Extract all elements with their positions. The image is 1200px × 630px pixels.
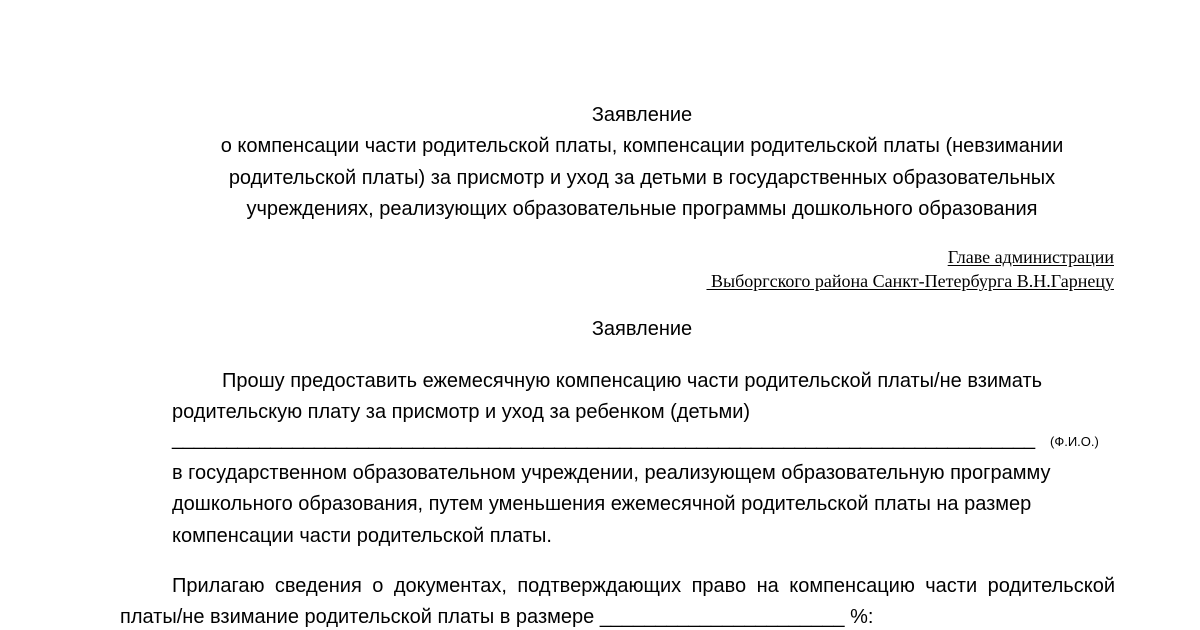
paragraph-line: Прилагаю сведения о документах, подтверждающих право на компенсацию части родительской [172, 575, 1115, 597]
percent-suffix: %: [850, 606, 874, 628]
paragraph-line: Прошу предоставить ежемесячную компенсацию части родительской платы/не взимать [222, 370, 1043, 392]
addressee-line: Выборгского района Санкт-Петербурга В.Н.Гарнецу [706, 271, 1114, 291]
document-title: Заявление [591, 104, 693, 126]
subtitle-line: учреждениях, реализующих образовательные программы дошкольного образования [246, 198, 1038, 220]
paragraph-text: платы/не взимание родительской платы в размере [120, 606, 595, 628]
fio-label: (Ф.И.О.) [1050, 434, 1099, 449]
paragraph-line: компенсации части родительской платы. [172, 525, 552, 547]
fio-blank-line[interactable]: _______________________________________________________________________________ [172, 428, 1035, 450]
paragraph-line: в государственном образовательном учреждении, реализующем образовательную программу [172, 462, 1051, 484]
section-title: Заявление [591, 318, 693, 340]
addressee-line: Главе администрации [947, 247, 1114, 267]
subtitle-line: о компенсации части родительской платы, компенсации родительской платы (невзимании [220, 135, 1064, 157]
paragraph-line: дошкольного образования, путем уменьшения ежемесячной родительской платы на размер [172, 493, 1032, 515]
paragraph-line: родительскую плату за присмотр и уход за ребенком (детьми) [172, 401, 751, 423]
percent-blank-line[interactable]: ______________________ [599, 606, 845, 628]
paragraph-line-with-blank [120, 606, 873, 629]
subtitle-line: родительской платы) за присмотр и уход за детьми в государственных образовательных [228, 167, 1056, 189]
